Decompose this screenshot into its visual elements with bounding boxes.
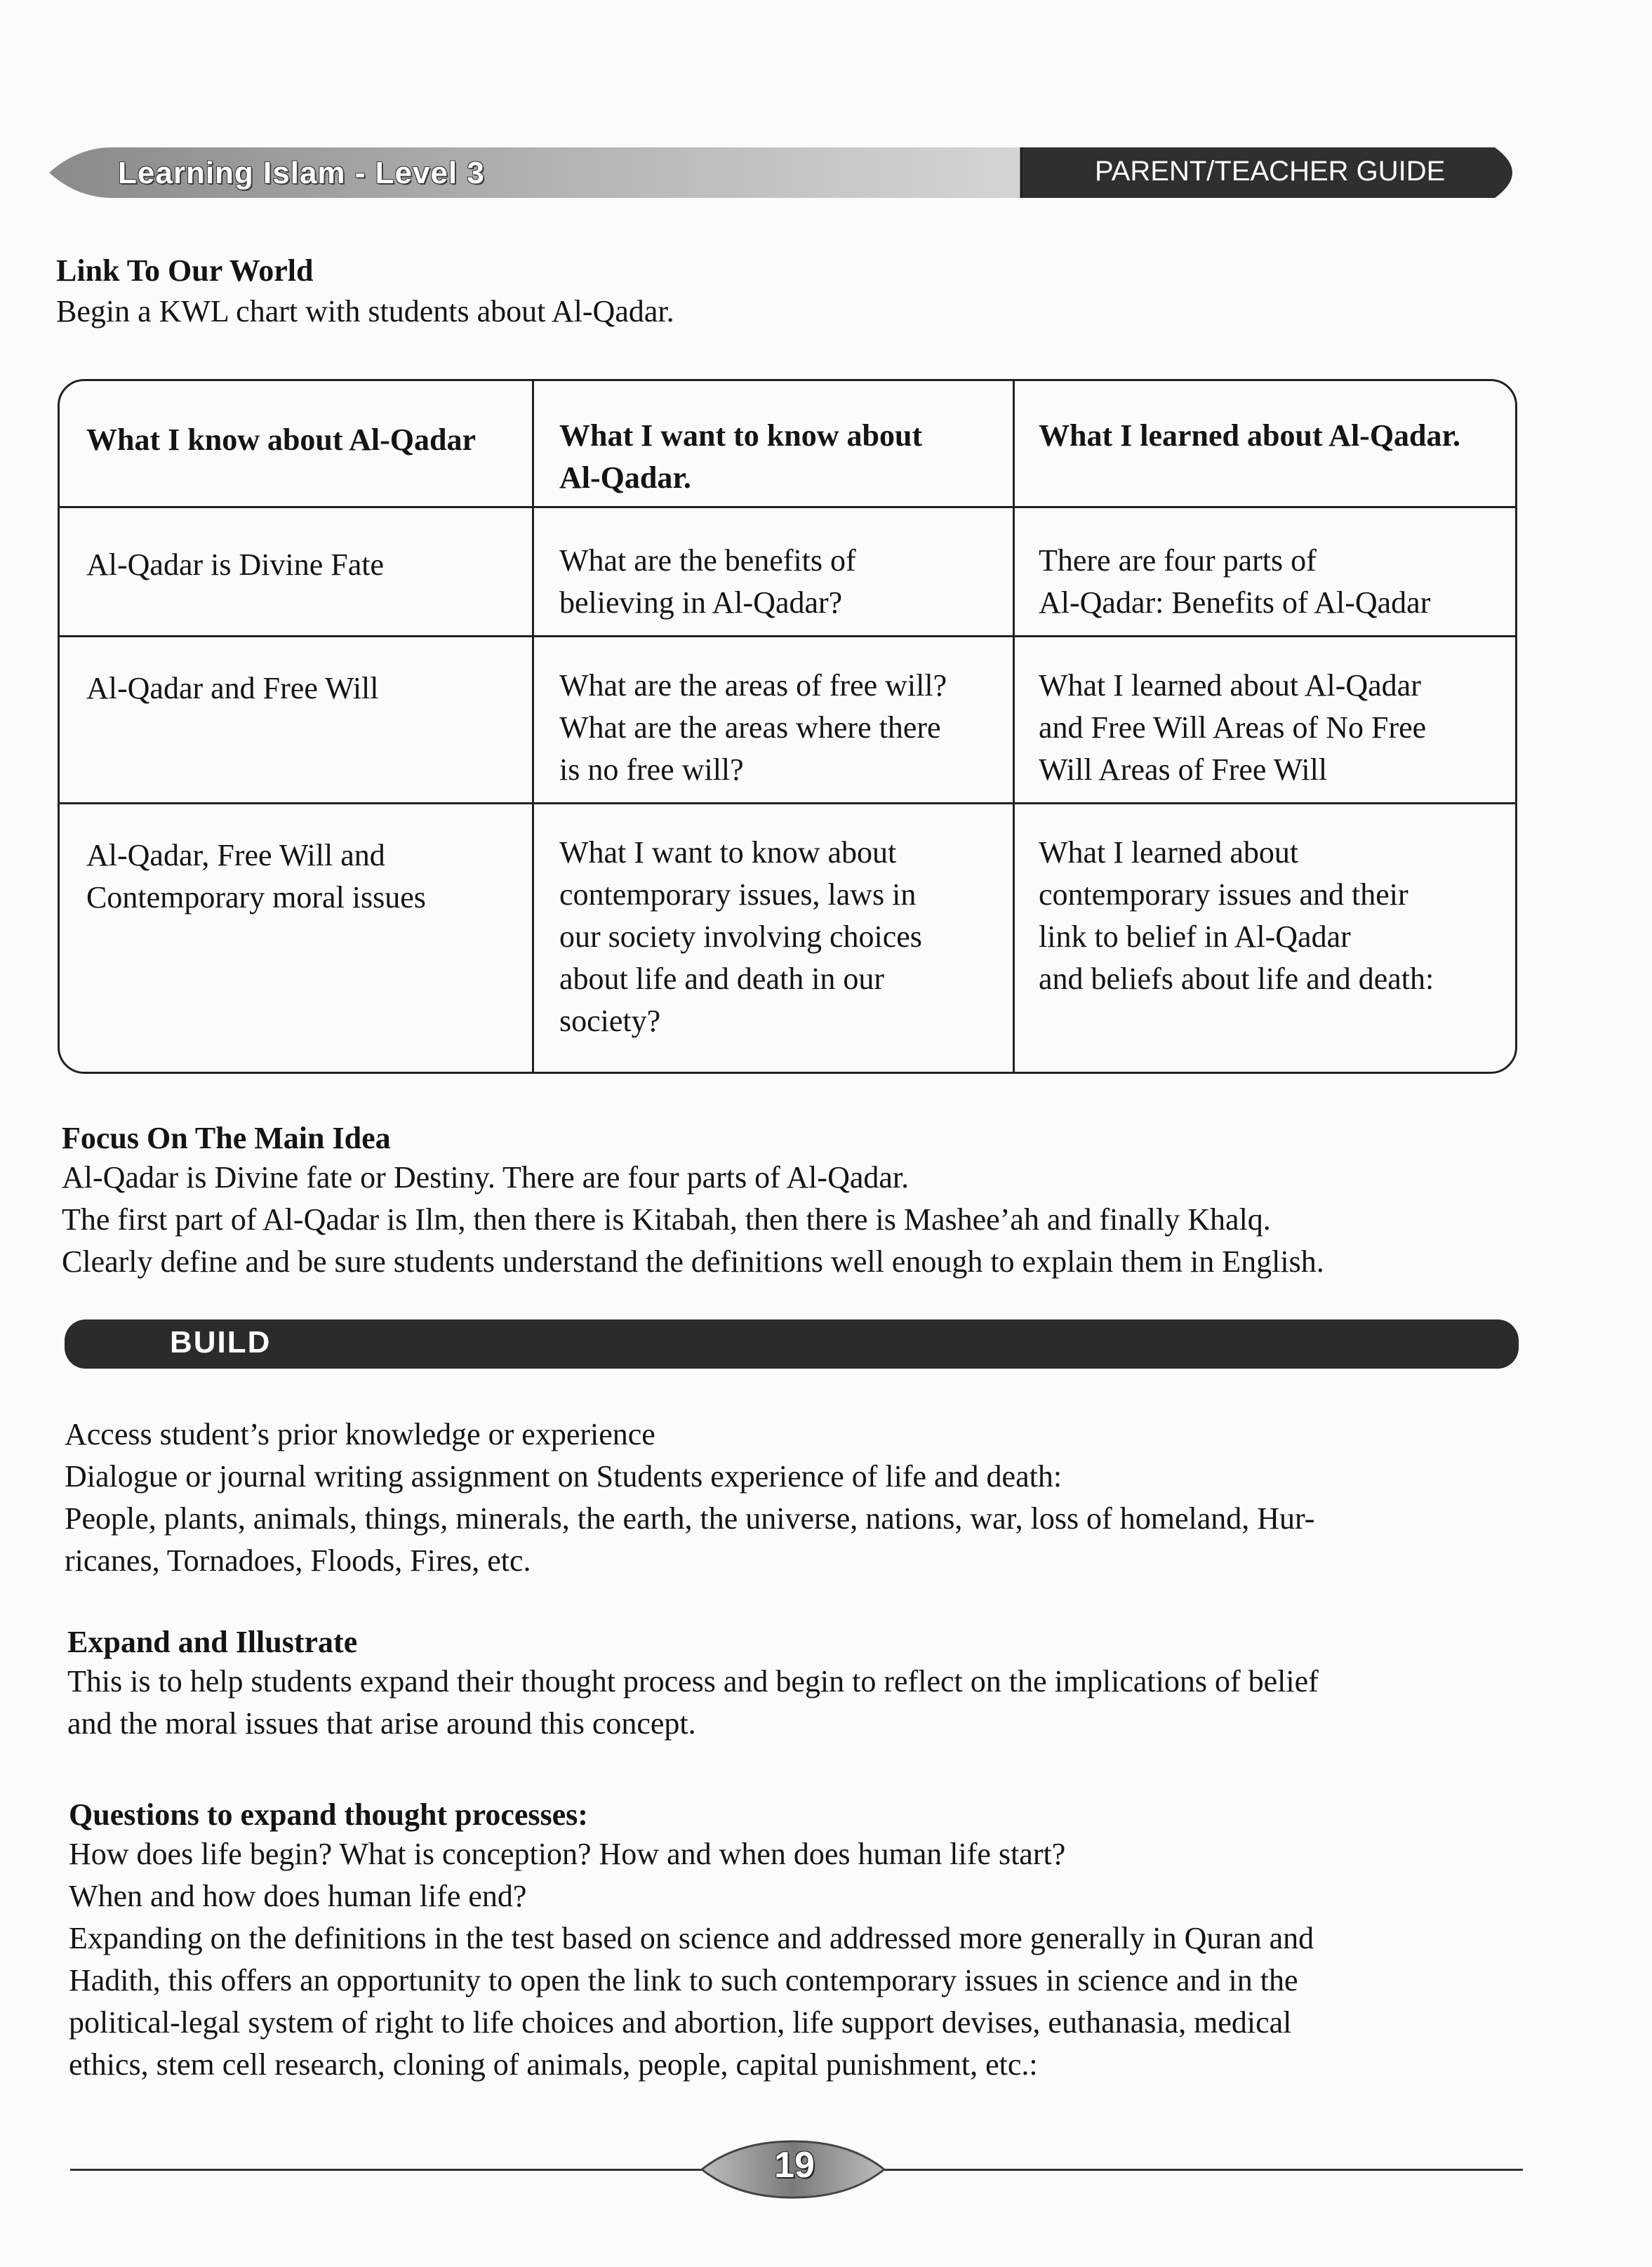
- build-section-label: BUILD: [170, 1325, 272, 1359]
- questions-line: Expanding on the definitions in the test based on science and addressed more generally in Quran and: [69, 1921, 1314, 1955]
- build-line: People, plants, animals, things, minerals, the earth, the universe, nations, war, loss of homeland, Hur-: [65, 1501, 1315, 1536]
- kwl-table: [58, 379, 1517, 1074]
- table-divider: [532, 381, 534, 1072]
- expand-line: This is to help students expand their thought process and begin to reflect on the implications of belief: [67, 1664, 1319, 1698]
- build-line: Access student’s prior knowledge or experience: [65, 1417, 655, 1451]
- expand-heading: Expand and Illustrate: [67, 1625, 358, 1659]
- questions-heading: Questions to expand thought processes:: [69, 1797, 588, 1832]
- questions-line: When and how does human life end?: [69, 1879, 527, 1913]
- table-cell: What I learned about contemporary issues and their link to belief in Al-Qadar and beliefs about life and death:: [1039, 835, 1434, 996]
- table-header-know: What I know about Al-Qadar: [86, 423, 477, 457]
- link-text: Begin a KWL chart with students about Al-Qadar.: [56, 294, 674, 328]
- table-divider: [60, 802, 1515, 804]
- table-cell: What are the areas of free will? What are the areas where there is no free will?: [559, 668, 947, 787]
- header-series-title: Learning Islam - Level 3: [118, 156, 485, 190]
- questions-line: How does life begin? What is conception? How and when does human life start?: [69, 1837, 1066, 1871]
- table-cell: What I want to know about contemporary issues, laws in our society involving choices about life and death in our society?: [559, 835, 922, 1038]
- questions-line: ethics, stem cell research, cloning of animals, people, capital punishment, etc.:: [69, 2047, 1038, 2082]
- link-heading: Link To Our World: [56, 253, 314, 288]
- build-line: Dialogue or journal writing assignment on Students experience of life and death:: [65, 1459, 1063, 1494]
- focus-line: Clearly define and be sure students understand the definitions well enough to explain them in English.: [62, 1244, 1324, 1279]
- table-header-learned: What I learned about Al-Qadar.: [1039, 418, 1461, 453]
- focus-heading: Focus On The Main Idea: [62, 1121, 391, 1155]
- build-line: ricanes, Tornadoes, Floods, Fires, etc.: [65, 1543, 531, 1578]
- table-divider: [60, 506, 1515, 508]
- table-header-want: What I want to know about Al-Qadar.: [559, 418, 923, 495]
- build-section-bar: [65, 1319, 1519, 1369]
- table-divider: [1013, 381, 1015, 1072]
- header-guide-title: PARENT/TEACHER GUIDE: [1095, 156, 1446, 187]
- page-number: 19: [774, 2145, 815, 2186]
- expand-line: and the moral issues that arise around this concept.: [67, 1706, 696, 1741]
- table-cell: Al-Qadar, Free Will and Contemporary moral issues: [86, 838, 426, 915]
- focus-line: Al-Qadar is Divine fate or Destiny. There are four parts of Al-Qadar.: [62, 1160, 910, 1195]
- focus-line: The first part of Al-Qadar is Ilm, then there is Kitabah, then there is Mashee’ah and finally Khalq.: [62, 1202, 1271, 1237]
- table-divider: [60, 635, 1515, 637]
- table-cell: There are four parts of Al-Qadar: Benefits of Al-Qadar: [1039, 543, 1431, 620]
- table-cell: What are the benefits of believing in Al-Qadar?: [559, 543, 856, 620]
- table-cell: Al-Qadar and Free Will: [86, 671, 379, 705]
- questions-line: political-legal system of right to life choices and abortion, life support devises, euthanasia, medical: [69, 2005, 1292, 2040]
- table-cell: Al-Qadar is Divine Fate: [86, 547, 384, 582]
- questions-line: Hadith, this offers an opportunity to open the link to such contemporary issues in science and in the: [69, 1963, 1298, 1997]
- table-cell: What I learned about Al-Qadar and Free Will Areas of No Free Will Areas of Free Will: [1039, 668, 1427, 787]
